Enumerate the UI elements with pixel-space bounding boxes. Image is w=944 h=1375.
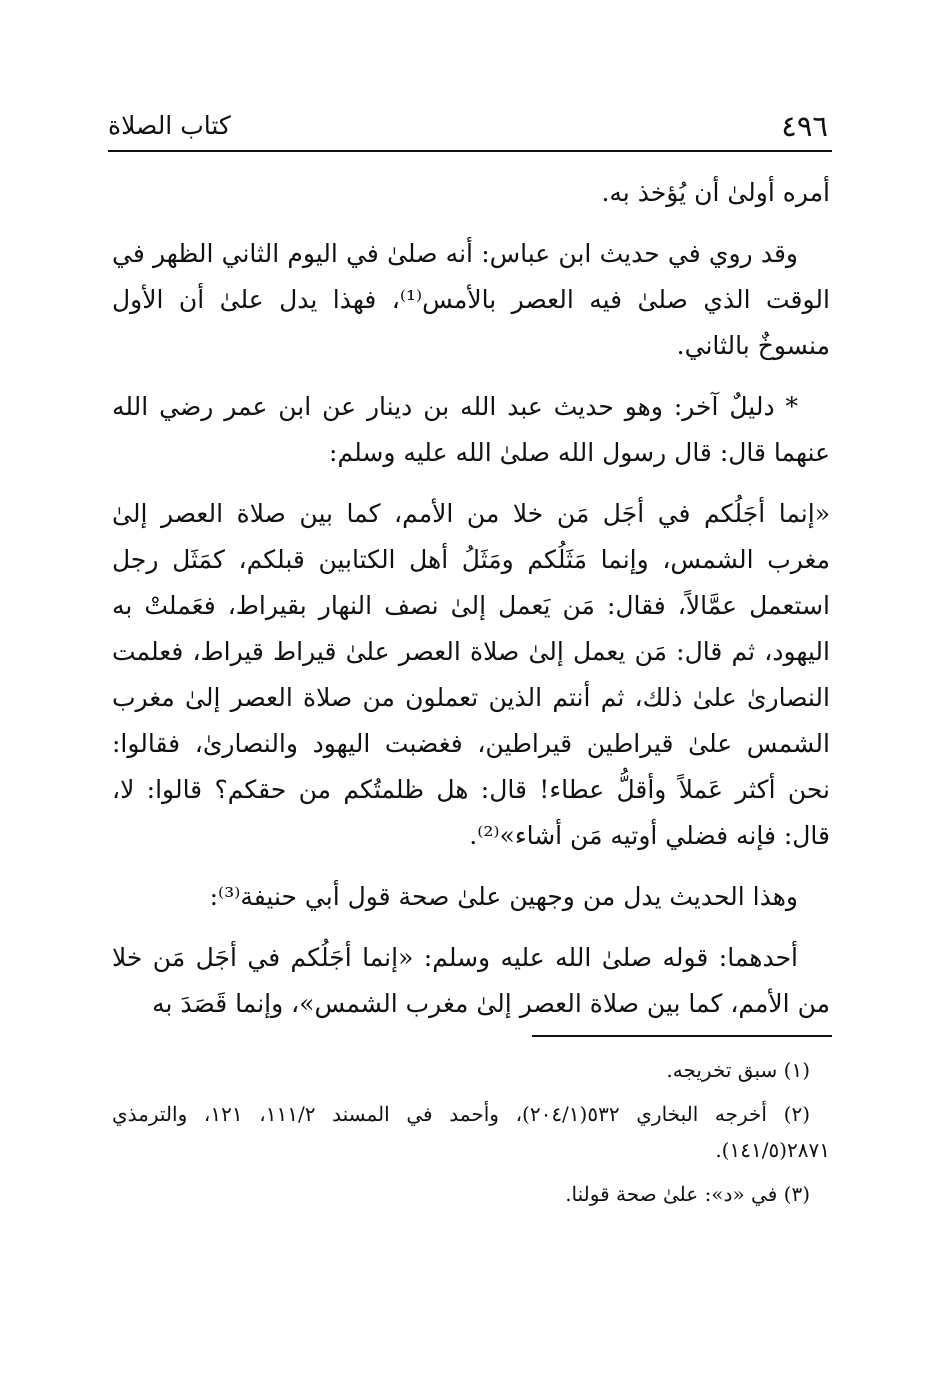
footnotes: [112, 1052, 830, 1220]
paragraph-continuation: أمره أولىٰ أن يُؤخذ به.: [601, 178, 830, 207]
header-rule: [108, 150, 832, 152]
page-number: ٤٩٦: [781, 109, 828, 143]
paragraph-hadith-quote: «إنما أجَلُكم في أجَل مَن خلا من الأمم، كما بين صلاة العصر إلىٰ مغرب الشمس، وإنما مَثَلُكم ومَثَلُ أهل الكتابين قبلكم، كمَثَل رجل استعمل عمَّالاً، فقال: مَن يَعمل إلىٰ نصف النهار بقيراط، فعَملتْ به اليهود، ثم قال: مَن يعمل إلىٰ صلاة العصر علىٰ قيراط قيراط، فعلمت النصارىٰ علىٰ ذلك، ثم أنتم الذين تعملون من صلاة العصر إلىٰ مغرب الشمس علىٰ قيراطين قيراطين، فغضبت اليهود والنصارىٰ، فقالوا: نحن أكثر عَملاً وأقلُّ عطاء! قال: هل ظلمتُكم من حقكم؟ قالوا: لا، قال: فإنه فضلي أوتيه مَن أشاء»⁽²⁾.: [112, 499, 830, 850]
footnote-rule: [532, 1035, 832, 1037]
paragraph-two-aspects: وهذا الحديث يدل من وجهين علىٰ صحة قول أبي حنيفة⁽³⁾:: [209, 882, 798, 911]
footnote-1: (١) سبق تخريجه.: [666, 1058, 810, 1082]
main-text: [112, 170, 830, 1042]
paragraph-first-aspect: أحدهما: قوله صلىٰ الله عليه وسلم: «إنما أجَلُكم في أجَل مَن خلا من الأمم، كما بين صلاة العصر إلىٰ مغرب الشمس»، وإنما قَصَدَ به: [112, 943, 830, 1018]
footnote-3: (٣) في «د»: علىٰ صحة قولنا.: [565, 1182, 810, 1206]
footnote-2: (٢) أخرجه البخاري ٥٣٢(٢٠٤/١)، وأحمد في المسند ١١١/٢، ١٢١، والترمذي ٢٨٧١(١٤١/٥).: [112, 1102, 830, 1162]
running-title: كتاب الصلاة: [108, 111, 231, 140]
paragraph-another-evidence: * دليلٌ آخر: وهو حديث عبد الله بن دينار عن ابن عمر رضي الله عنهما قال: قال رسول الله صلىٰ الله عليه وسلم:: [112, 392, 830, 467]
page-header: [108, 104, 828, 144]
paragraph-ibn-abbas: وقد روي في حديث ابن عباس: أنه صلىٰ في اليوم الثاني الظهر في الوقت الذي صلىٰ فيه العصر بالأمس⁽¹⁾، فهذا يدل علىٰ أن الأول منسوخٌ بالثاني.: [112, 239, 830, 360]
